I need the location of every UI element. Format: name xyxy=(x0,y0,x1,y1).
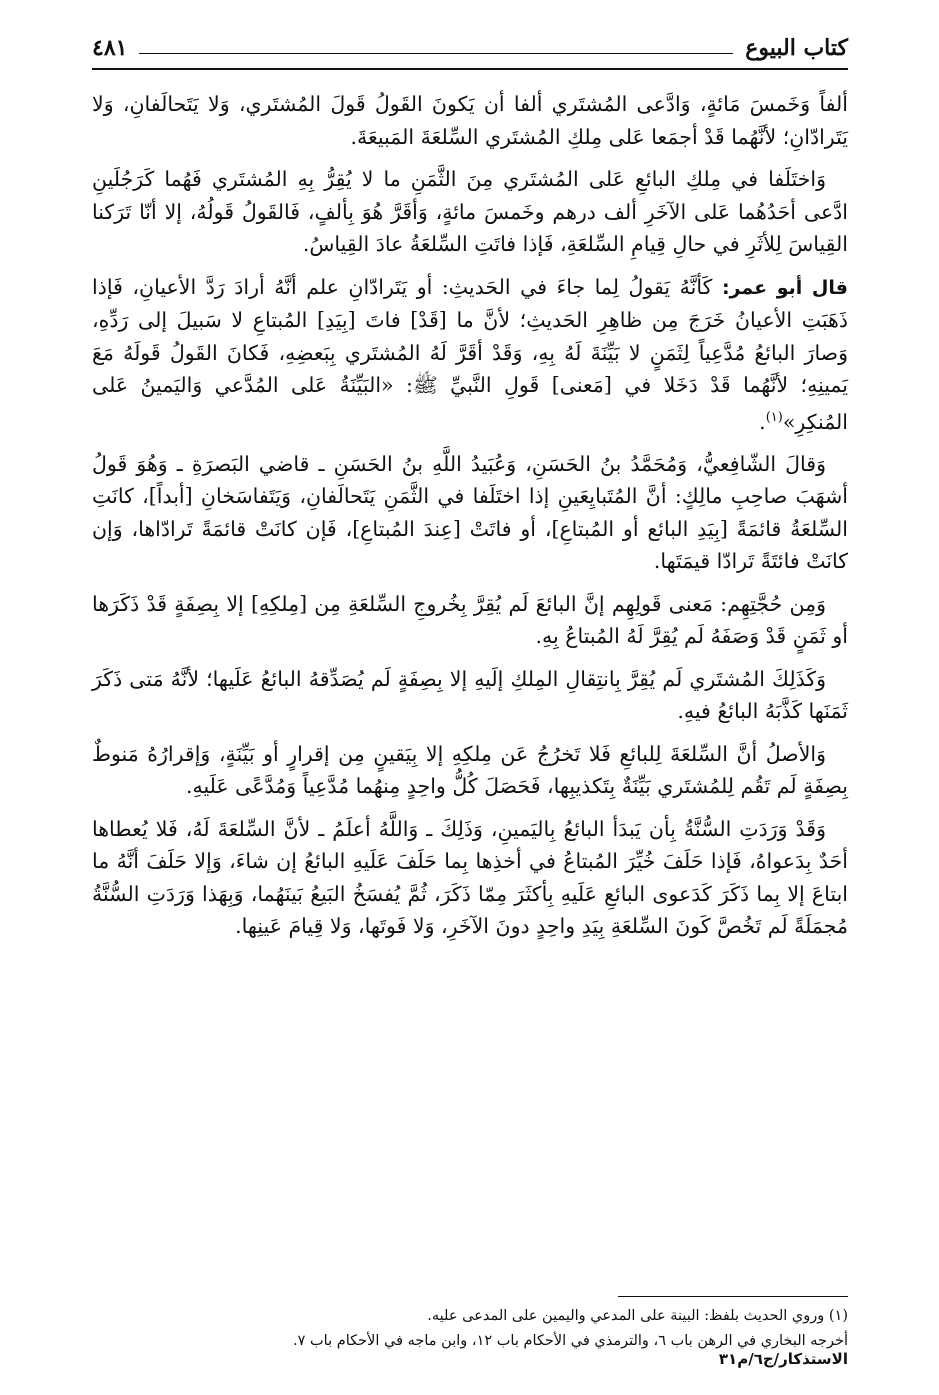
signature-mark: الاستذكار/ج٦/م٣١ xyxy=(718,1350,848,1368)
book-title: كتاب البيوع xyxy=(745,35,848,61)
paragraph: وَكَذَلِكَ المُشتَري لَم يُقِرَّ بِانتِقالِ المِلكِ إلَيهِ إلا بِصِفَةٍ لَم يُصَدِّقهُ البائعُ عَلَيها؛ لأنَّهُ مَتى ذَكَرَ ثَمَنَها كَذَّبَهُ البائعُ فيهِ. xyxy=(92,666,848,724)
header-rule xyxy=(92,68,848,70)
header-line xyxy=(139,53,733,54)
document-page xyxy=(92,28,848,1378)
footnote-item: (١) وروي الحديث بلفظ: البينة على المدعي واليمين على المدعى عليه. xyxy=(427,1308,848,1324)
paragraph-tail: . xyxy=(759,409,766,434)
paragraph xyxy=(92,271,848,438)
footnotes xyxy=(92,1304,848,1354)
paragraph: وَاختَلَفا في مِلكِ البائعِ عَلى المُشتَري مِنَ الثَّمَنِ ما لا يُقِرُّ بِهِ المُشتَري فَهُما كَرَجُلَينِ ادَّعى أحَدُهُما عَلى الآخَرِ ألف درهم وخَمسَ مائةٍ، وَأقَرَّ هُوَ بِألفٍ، فَالقَولُ قَولُهُ، إلا أنّا تَرَكنا القِياسَ لِلأثَرِ في حالِ قِيامِ السِّلعَةِ، فَإذا فاتَتِ السِّلعَةُ عادَ القِياسُ. xyxy=(92,167,848,256)
paragraph: وَمِن حُجَّتِهِم: مَعنى قَولِهِم إنَّ البائعَ لَم يُقِرَّ بِخُروجِ السِّلعَةِ مِن [مِلكِهِ] إلا بِصِفَةٍ قَدْ ذَكَرَها أو ثَمَنٍ قَدْ وَصَفَهُ لَم يُقِرَّ لَهُ المُبتاعُ بِهِ. xyxy=(92,591,848,649)
paragraph: وَقالَ الشّافِعيُّ، وَمُحَمَّدُ بنُ الحَسَنِ، وَعُبَيدُ اللَّهِ بنُ الحَسَنِ ـ قاضي البَصرَةِ ـ وَهُوَ قَولُ أشهَبَ صاحِبِ مالِكٍ: أنَّ المُتَبايِعَينِ إذا اختَلَفا في الثَّمَنِ يَتَحالَفانِ، وَيَتَفاسَخانِ [أبداً]، كانَتِ السِّلعَةُ قائمَةً [بِيَدِ البائع أو المُبتاعِ]، أو فاتَتْ [عِندَ المُبتاعِ]، فَإن كانَتْ قائمَةً تَرادّاها، وَإن كانَتْ فائتَةً تَرادّا قيمَتَها. xyxy=(92,451,848,574)
footnote-separator xyxy=(618,1296,848,1297)
paragraph: ألفاً وَخَمسَ مَائةٍ، وَادَّعى المُشتَري ألفا أن يَكونَ القَولُ قَولَ المُشتَري، وَلا يَتَحالَفانِ، وَلا يَتَرادّانِ؛ لأنَّهُما قَدْ أجمَعا عَلى مِلكِ المُشتَري السِّلعَةَ المَبيعَةَ. xyxy=(92,92,848,149)
running-header xyxy=(92,28,848,68)
paragraph: وَقَدْ وَرَدَتِ السُّنَّةُ بِأن يَبدَأ البائعُ بِاليَمينِ، وَذَلِكَ ـ وَاللَّهُ أعلَمُ ـ لأنَّ السِّلعَةَ لَهُ، فَلا يُعطاها أحَدٌ بِدَعواهُ، فَإذا حَلَفَ خُيِّرَ المُبتاعُ في أخذِها بِما حَلَفَ عَلَيهِ البائعُ إن شاءَ، وَإلا حَلَفَ أنَّهُ ما ابتاعَ إلا بِما ذَكَرَ كَدَعوى البائعِ عَلَيهِ بِأكثَرَ مِمّا ذَكَرَ، ثُمَّ يُفسَخُ البَيعُ بَينَهُما، وَبِهَذا وَرَدَتِ السُّنَّةُ مُجمَلَةً لَم تَخُصَّ كَونَ السِّلعَةِ بِيَدِ واحِدٍ دونَ الآخَرِ، وَلا فَوتَها، وَلا قِيامَ عَينِها. xyxy=(92,816,848,939)
footnote-item: أخرجه البخاري في الرهن باب ٦، والترمذي في الأحكام باب ١٢، وابن ماجه في الأحكام باب ٧. xyxy=(293,1333,848,1349)
footnote-reference[interactable]: (١) xyxy=(765,409,783,425)
paragraph: وَالأصلُ أنَّ السِّلعَةَ لِلبائعِ فَلا تَخرُجُ عَن مِلكِهِ إلا بِيَقينٍ مِن إقرارٍ أو بَيِّنَةٍ، وَإقرارُهُ مَنوطٌ بِصِفَةٍ لَم تَقُم لِلمُشتَري بَيِّنَةٌ بِتَكذيبِها، فَحَصَلَ كُلُّ واحِدٍ مِنهُما مُدَّعِياً وَمُدَّعًى عَلَيهِ. xyxy=(92,741,848,799)
paragraph-text: كَأنَّهُ يَقولُ لِما جاءَ في الحَديثِ: أو يَتَرادّانِ علم أنَّهُ أرادَ رَدَّ الأعيانِ، فَإذا ذَهَبَتِ الأعيانُ خَرَجَ مِن ظاهِرِ الحَديثِ؛ لأنَّ ما [قَدْ] فاتَ [بِيَدِ] المُبتاعِ لا سَبيلَ إلى رَدِّهِ، وَصارَ البائعُ مُدَّعِياً لِثَمَنٍ لا بَيِّنَةَ لَهُ بِهِ، وَقَدْ أقَرَّ لَهُ المُشتَري بِبَعضِهِ، فَكانَ القَولُ قَولَهُ مَعَ يَمينِهِ؛ لأنَّهُما قَدْ دَخَلا في [مَعنى] قَولِ النَّبيِّ ﷺ: «البَيِّنَةُ عَلى المُدَّعي وَاليَمينُ عَلى المُنكِرِ» xyxy=(92,274,848,434)
page-number: ٤٨١ xyxy=(92,35,128,61)
main-text xyxy=(92,88,848,953)
speaker-label: قال أبو عمر: xyxy=(721,276,848,299)
